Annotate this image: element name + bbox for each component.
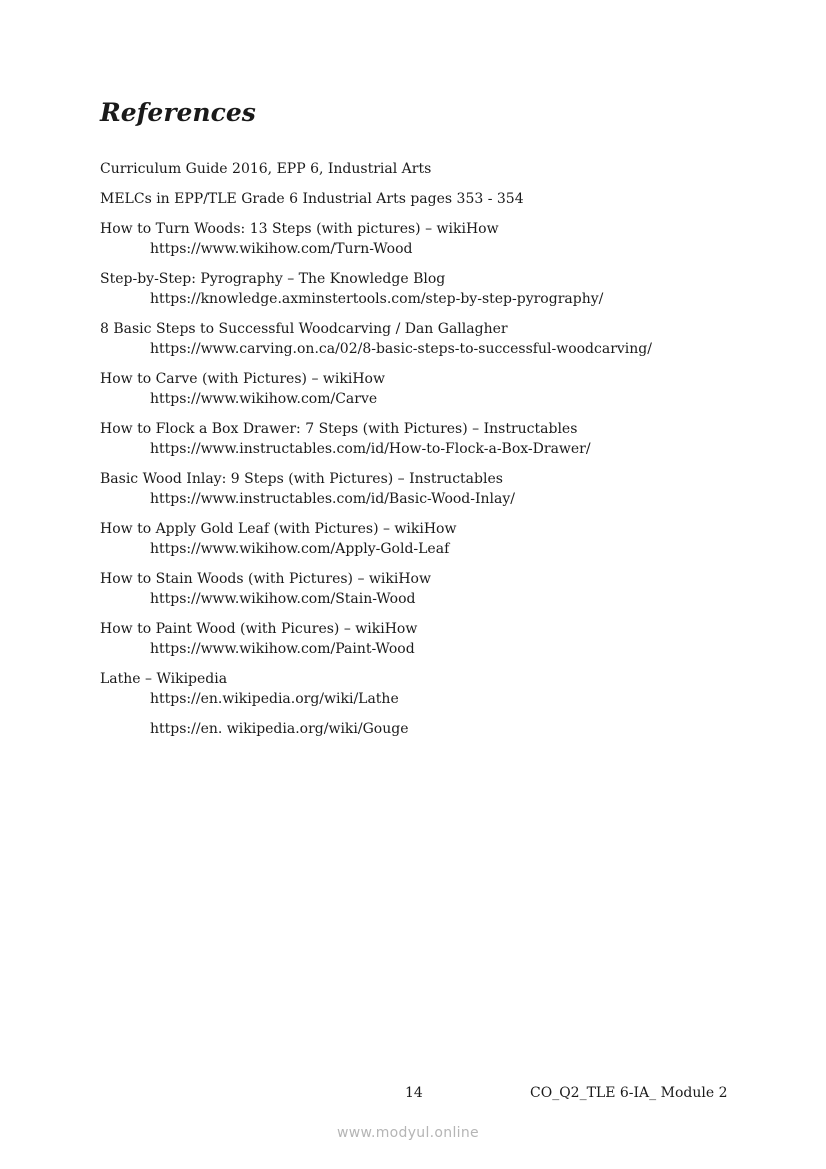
reference-title: How to Flock a Box Drawer: 7 Steps (with Pictures) – Instructables xyxy=(100,421,578,437)
page-number: 14 xyxy=(405,1085,423,1101)
reference-url: https://en.wikipedia.org/wiki/Lathe xyxy=(150,691,399,707)
reference-url: https://www.wikihow.com/Carve xyxy=(150,391,378,407)
reference-url: https://knowledge.axminstertools.com/step-by-step-pyrography/ xyxy=(150,291,604,307)
reference-title: Step-by-Step: Pyrography – The Knowledge Blog xyxy=(100,271,446,287)
reference-title: How to Turn Woods: 13 Steps (with pictures) – wikiHow xyxy=(100,221,499,237)
reference-url: https://www.wikihow.com/Turn-Wood xyxy=(150,241,413,257)
reference-title: How to Stain Woods (with Pictures) – wikiHow xyxy=(100,571,431,587)
reference-title: How to Apply Gold Leaf (with Pictures) – wikiHow xyxy=(100,521,457,537)
reference-title: How to Carve (with Pictures) – wikiHow xyxy=(100,371,385,387)
reference-url: https://www.carving.on.ca/02/8-basic-steps-to-successful-woodcarving/ xyxy=(150,341,652,357)
reference-url: https://en. wikipedia.org/wiki/Gouge xyxy=(150,721,409,737)
reference-url: https://www.instructables.com/id/Basic-Wood-Inlay/ xyxy=(150,491,515,507)
watermark: www.modyul.online xyxy=(337,1125,479,1141)
reference-title: How to Paint Wood (with Picures) – wikiHow xyxy=(100,621,418,637)
reference-title: MELCs in EPP/TLE Grade 6 Industrial Arts pages 353 - 354 xyxy=(100,191,524,207)
module-label: CO_Q2_TLE 6-IA_ Module 2 xyxy=(530,1085,728,1101)
reference-title: Basic Wood Inlay: 9 Steps (with Pictures) – Instructables xyxy=(100,471,503,487)
reference-url: https://www.instructables.com/id/How-to-Flock-a-Box-Drawer/ xyxy=(150,441,591,457)
reference-url: https://www.wikihow.com/Stain-Wood xyxy=(150,591,416,607)
reference-title: Curriculum Guide 2016, EPP 6, Industrial Arts xyxy=(100,161,432,177)
reference-url: https://www.wikihow.com/Apply-Gold-Leaf xyxy=(150,541,450,557)
reference-url: https://www.wikihow.com/Paint-Wood xyxy=(150,641,415,657)
page-title: References xyxy=(100,98,256,127)
reference-title: 8 Basic Steps to Successful Woodcarving / Dan Gallagher xyxy=(100,321,508,337)
reference-title: Lathe – Wikipedia xyxy=(100,671,228,687)
